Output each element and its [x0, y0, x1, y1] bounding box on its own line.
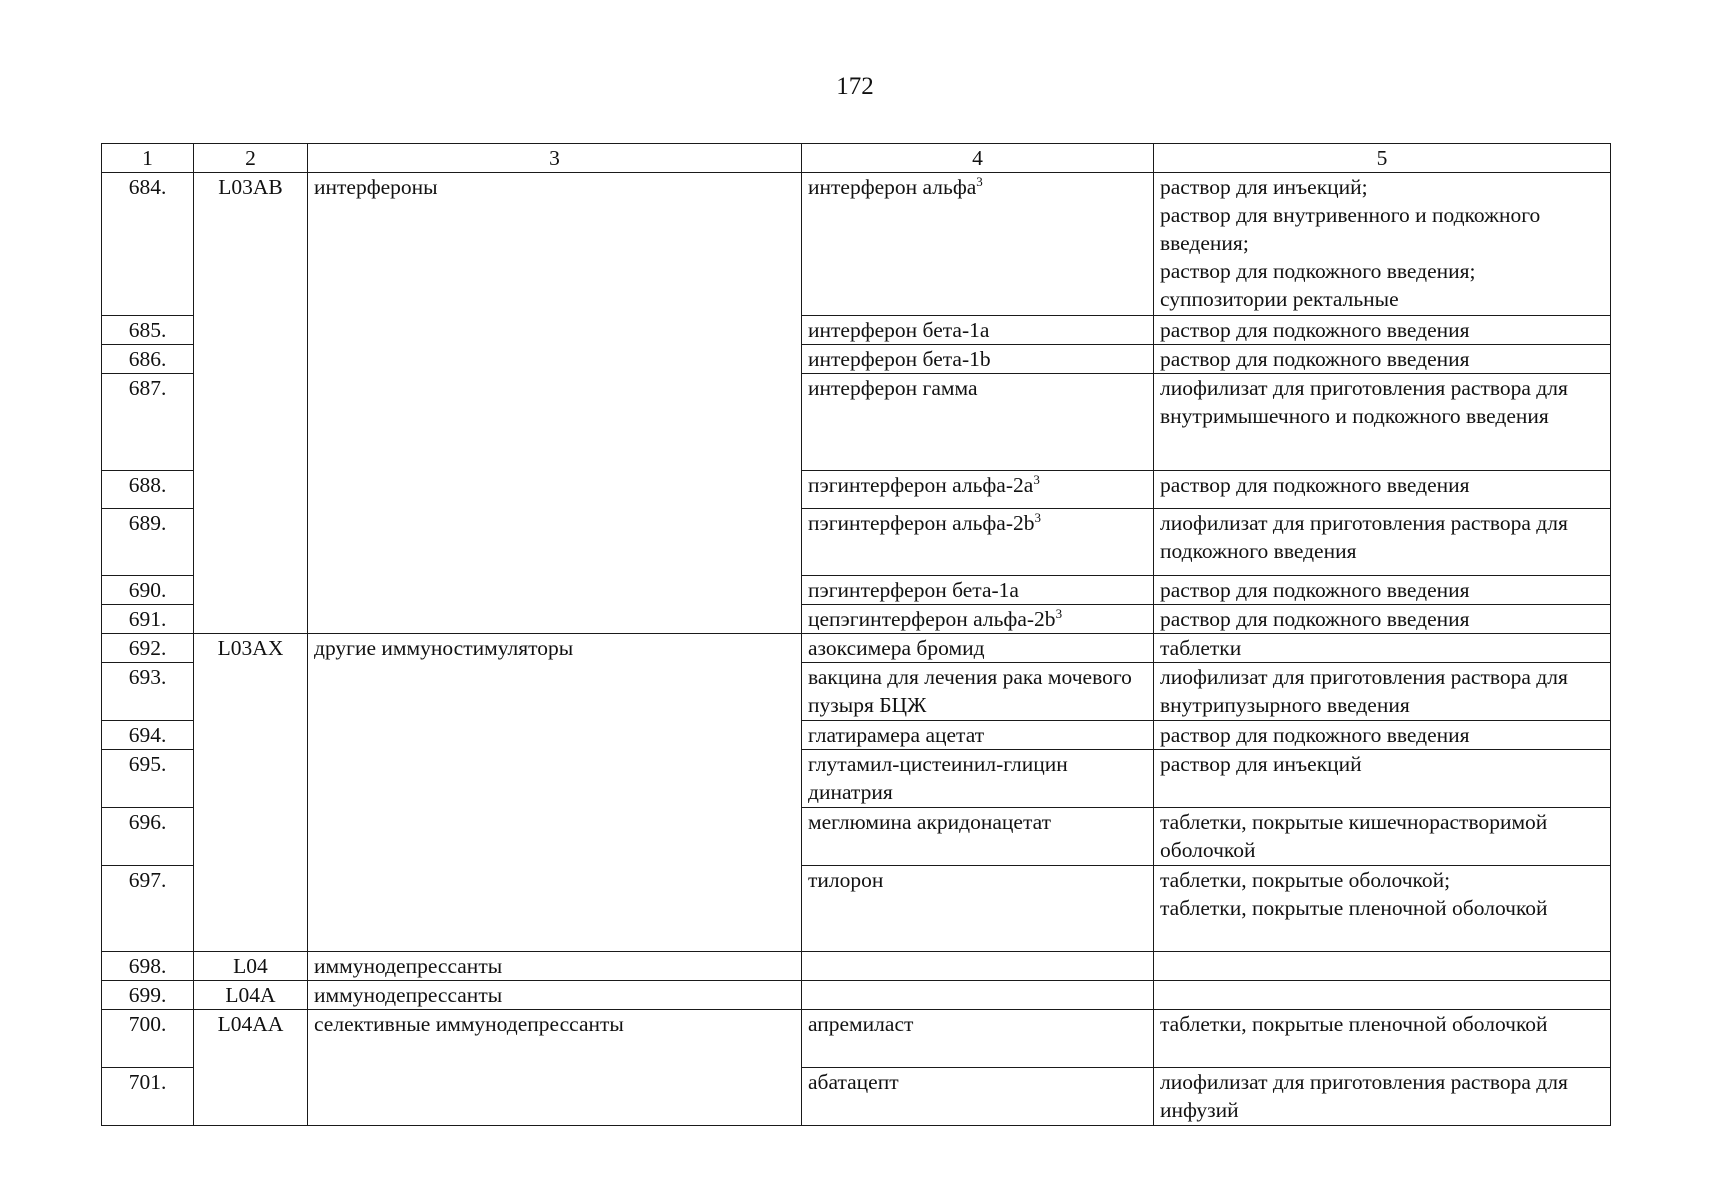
drug-name-text: пэгинтерферон альфа-2b [808, 511, 1035, 535]
row-number: 700. [102, 1010, 194, 1068]
row-number: 686. [102, 345, 194, 374]
atc-group: другие иммуностимуляторы [308, 634, 802, 952]
col-header-3: 3 [308, 144, 802, 173]
dosage-forms: таблетки, покрытые кишечнорастворимой оболочкой [1154, 808, 1611, 866]
drug-name-text: интерферон альфа [808, 175, 977, 199]
drug-table [101, 143, 1611, 1126]
atc-group: иммунодепрессанты [308, 952, 802, 981]
drug-name [802, 605, 1154, 634]
drug-name-text: пэгинтерферон альфа-2a [808, 473, 1034, 497]
atc-group: селективные иммунодепрессанты [308, 1010, 802, 1126]
drug-name: глутамил-цистеинил-глицин динатрия [802, 750, 1154, 808]
drug-name: интерферон бета-1a [802, 316, 1154, 345]
row-number: 692. [102, 634, 194, 663]
dosage-form: раствор для подкожного введения; [1160, 259, 1476, 283]
drug-name [802, 509, 1154, 576]
footnote-mark: 3 [976, 174, 983, 189]
footnote-mark: 3 [1034, 510, 1042, 525]
row-number: 685. [102, 316, 194, 345]
row-number: 696. [102, 808, 194, 866]
row-number: 684. [102, 173, 194, 316]
drug-name: интерферон бета-1b [802, 345, 1154, 374]
atc-code: L04A [194, 981, 308, 1010]
table-row [102, 981, 1611, 1010]
dosage-forms [1154, 981, 1611, 1010]
dosage-forms: лиофилизат для приготовления раствора для внутрипузырного введения [1154, 663, 1611, 721]
dosage-forms: таблетки [1154, 634, 1611, 663]
atc-code: L03AX [194, 634, 308, 952]
drug-name: интерферон гамма [802, 374, 1154, 471]
drug-name: апремиласт [802, 1010, 1154, 1068]
table-header-row [102, 144, 1611, 173]
drug-name: меглюмина акридонацетат [802, 808, 1154, 866]
dosage-forms: лиофилизат для приготовления раствора для инфузий [1154, 1068, 1611, 1126]
drug-name: азоксимера бромид [802, 634, 1154, 663]
dosage-forms: лиофилизат для приготовления раствора для внутримышечного и подкожного введения [1154, 374, 1611, 471]
dosage-forms: раствор для подкожного введения [1154, 471, 1611, 509]
drug-name: вакцина для лечения рака мочевого пузыря БЦЖ [802, 663, 1154, 721]
dosage-forms: раствор для подкожного введения [1154, 576, 1611, 605]
dosage-form: суппозитории ректальные [1160, 287, 1399, 311]
row-number: 689. [102, 509, 194, 576]
atc-code: L04 [194, 952, 308, 981]
col-header-5: 5 [1154, 144, 1611, 173]
dosage-forms [1154, 173, 1611, 316]
dosage-forms: раствор для подкожного введения [1154, 721, 1611, 750]
drug-name [802, 471, 1154, 509]
row-number: 691. [102, 605, 194, 634]
row-number: 690. [102, 576, 194, 605]
dosage-form: таблетки, покрытые пленочной оболочкой [1160, 896, 1548, 920]
row-number: 688. [102, 471, 194, 509]
row-number: 701. [102, 1068, 194, 1126]
dosage-forms: раствор для инъекций [1154, 750, 1611, 808]
dosage-forms: раствор для подкожного введения [1154, 316, 1611, 345]
dosage-forms [1154, 866, 1611, 952]
dosage-form: раствор для внутривенного и подкожного введения; [1160, 203, 1541, 255]
dosage-form: раствор для инъекций; [1160, 175, 1368, 199]
dosage-forms: таблетки, покрытые пленочной оболочкой [1154, 1010, 1611, 1068]
dosage-forms [1154, 952, 1611, 981]
drug-name [802, 981, 1154, 1010]
dosage-form: таблетки, покрытые оболочкой; [1160, 868, 1451, 892]
table-row [102, 173, 1611, 316]
col-header-2: 2 [194, 144, 308, 173]
atc-code: L04AA [194, 1010, 308, 1126]
drug-name: абатацепт [802, 1068, 1154, 1126]
row-number: 698. [102, 952, 194, 981]
atc-code: L03AB [194, 173, 308, 634]
dosage-forms: раствор для подкожного введения [1154, 605, 1611, 634]
dosage-forms: раствор для подкожного введения [1154, 345, 1611, 374]
page-number: 172 [836, 73, 874, 100]
atc-group: иммунодепрессанты [308, 981, 802, 1010]
dosage-forms: лиофилизат для приготовления раствора для подкожного введения [1154, 509, 1611, 576]
col-header-4: 4 [802, 144, 1154, 173]
table-row [102, 952, 1611, 981]
drug-name-text: цепэгинтерферон альфа-2b [808, 607, 1056, 631]
row-number: 699. [102, 981, 194, 1010]
drug-name: глатирамера ацетат [802, 721, 1154, 750]
atc-group: интерфероны [308, 173, 802, 634]
footnote-mark: 3 [1033, 472, 1040, 487]
row-number: 693. [102, 663, 194, 721]
row-number: 695. [102, 750, 194, 808]
drug-name [802, 173, 1154, 316]
drug-name: пэгинтерферон бета-1a [802, 576, 1154, 605]
drug-name: тилорон [802, 866, 1154, 952]
col-header-1: 1 [102, 144, 194, 173]
table-row [102, 634, 1611, 663]
row-number: 687. [102, 374, 194, 471]
footnote-mark: 3 [1055, 606, 1063, 621]
table-row [102, 1010, 1611, 1068]
row-number: 697. [102, 866, 194, 952]
row-number: 694. [102, 721, 194, 750]
drug-name [802, 952, 1154, 981]
